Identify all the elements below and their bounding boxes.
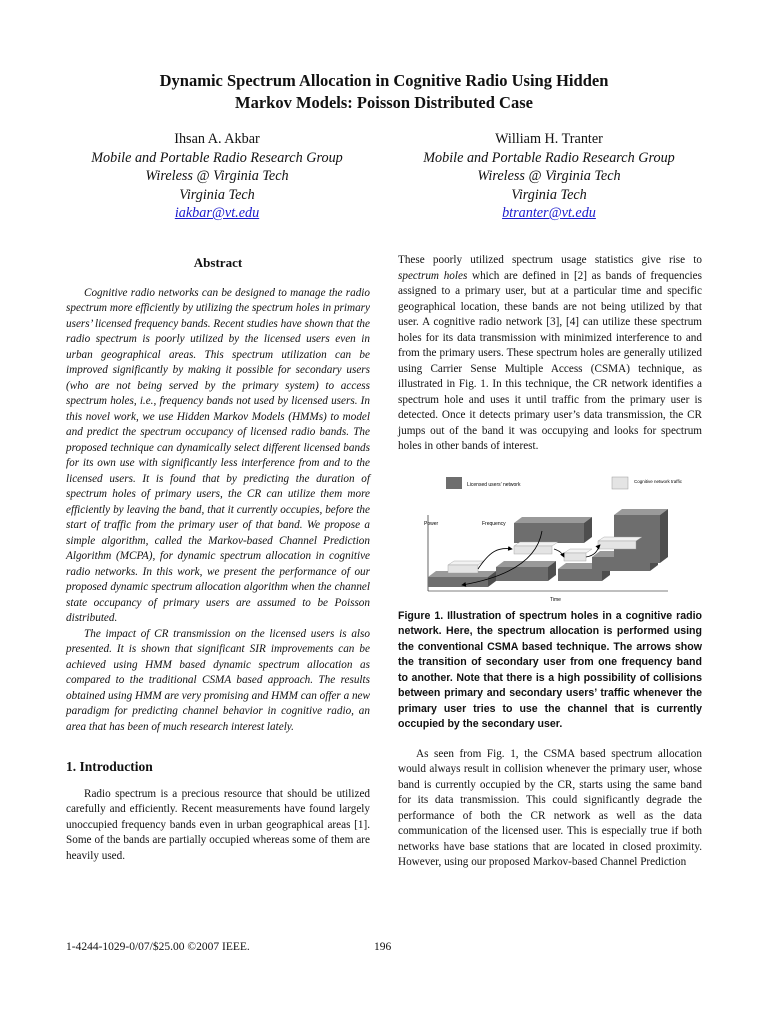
author-group: Mobile and Portable Radio Research Group — [423, 149, 675, 166]
paper-title — [60, 70, 708, 114]
secondary-block — [598, 537, 642, 549]
transition-arrow — [554, 549, 564, 557]
author-lab: Wireless @ Virginia Tech — [145, 168, 289, 184]
axis-label-frequency: Frequency — [482, 520, 506, 527]
introduction-paragraph-1: Radio spectrum is a precious resource that should be utilized carefully and efficiently. Recent measurements have found largely unoccupied frequency bands even in urban geographical areas [1]. Some of the bands are partially occupied whereas some of them are heavily used. — [66, 787, 370, 862]
author-block-1 — [52, 130, 382, 223]
legend-primary-swatch — [446, 477, 462, 489]
figure-caption: Figure 1. Illustration of spectrum holes in a cognitive radio network. Here, the spectrum allocation is performed using the conventional CSMA based technique. The arrows show the transition of secondary user from one frequency band to another. Note that there is a high possibility of collisions between primary and secondary users’ traffic whenever the primary user tries to use the channel that is currently occupied by the secondary user. — [398, 609, 702, 730]
body-text: These poorly utilized spectrum usage statistics give rise to — [398, 254, 702, 266]
author-email-link[interactable]: btranter@vt.edu — [502, 205, 596, 221]
abstract-paragraph-1: Cognitive radio networks can be designed to manage the radio spectrum more efficiently by utilizing the spectrum holes in primary users’ licensed frequency bands. Recent studies have shown that the radio spectrum is poorly utilized by the licensed users even in urban geographical areas. This spectrum utilization can be improved significantly by making it possible for secondary users (who are not being served by the primary system) to access spectrum holes, i.e., frequency bands not used by licensed users. In this novel work, we use Hidden Markov Models (HMMs) to model and predict the spectrum occupancy of licensed radio bands. The proposed technique can dynamically select different licensed bands for its own use with significantly less interference from and to the licensed users. It is found that by predicting the duration of spectrum holes of primary users, the CR can utilize them more efficiently by leaving the band, that it currently occupies, before the start of traffic from the primary user of that band. We propose a simple algorithm, called the Markov-based Channel Prediction Algorithm (MCPA), for dynamic spectrum allocation in cognitive radio networks. In this work, we present the performance of our proposed dynamic spectrum allocation algorithm when the channel state occupancy of primary users are assumed to be Poisson distributed. — [66, 286, 370, 624]
legend-primary-label: Licensed users’ network — [467, 481, 521, 488]
spectrum-holes-figure — [422, 473, 682, 605]
abstract-paragraph-2: The impact of CR transmission on the licensed users is also presented. It is shown that significant SIR improvements can be achieved using HMM based dynamic spectrum allocation as compared to the traditional CSMA based approach. The results obtained using HMM are very promising and HMM can offer a new paradigm for predicting channel behavior in cognitive radio, an area that has been of much research interest lately. — [66, 627, 370, 733]
title-line-1: Dynamic Spectrum Allocation in Cognitive Radio Using Hidden — [159, 71, 609, 90]
title-line-2: Markov Models: Poisson Distributed Case — [235, 93, 533, 112]
body-text: which are defined in [2] as bands of frequencies assigned to a primary user, but at a particular time and specific geographical location, these bands are not being utilized by that user. A cognitive radio network [3], [4] can utilize these spectrum holes for its data transmission with minimized interference to and from the primary users. These spectrum holes are generally utilized using Carrier Sense Multiple Access (CSMA) technique, as illustrated in Fig. 1. In this technique, the CR network identifies a spectrum hole and uses it until traffic from the primary user is detected. Once it detects primary user’s data transmission, the CR jumps out of the band it was occupying and looks for spectrum holes in other bands of interest. — [398, 269, 702, 452]
author-name: William H. Tranter — [495, 131, 603, 147]
introduction-heading: 1. Introduction — [66, 759, 153, 774]
author-name: Ihsan A. Akbar — [174, 131, 260, 147]
figure-legend — [446, 477, 683, 489]
left-column — [66, 253, 370, 864]
author-university: Virginia Tech — [511, 186, 587, 203]
primary-block — [496, 561, 556, 581]
author-lab: Wireless @ Virginia Tech — [477, 168, 621, 184]
page-number: 196 — [374, 941, 392, 953]
primary-block — [514, 517, 592, 543]
author-university: Virginia Tech — [179, 186, 255, 203]
body-paragraph-2: As seen from Fig. 1, the CSMA based spectrum allocation would always result in collision whenever the primary user, whose band is currently occupied by the CR, starts using the same band for its data transmission. This could significantly degrade the performance of both the CR network as well as the data communication of the licensed user. This is especially true if both networks have base stations that are located in closed proximity. However, using our proposed Markov-based Channel Prediction — [398, 747, 702, 868]
author-group: Mobile and Portable Radio Research Group — [91, 149, 343, 166]
body-paragraph-1 — [398, 253, 702, 455]
abstract-heading: Abstract — [193, 255, 243, 270]
author-block-2 — [384, 130, 714, 223]
right-column — [398, 253, 702, 871]
author-email-link[interactable]: iakbar@vt.edu — [174, 205, 260, 221]
axis-label-time: Time — [550, 596, 561, 603]
legend-secondary-label: Cognitive network traffic — [634, 478, 682, 484]
primary-block — [614, 509, 668, 563]
term-spectrum-holes: spectrum holes — [398, 269, 468, 282]
legend-secondary-swatch — [612, 477, 628, 489]
secondary-block — [564, 549, 592, 561]
copyright-footer: 1-4244-1029-0/07/$25.00 ©2007 IEEE. — [66, 941, 250, 953]
axis-label-power: Power — [424, 520, 439, 527]
